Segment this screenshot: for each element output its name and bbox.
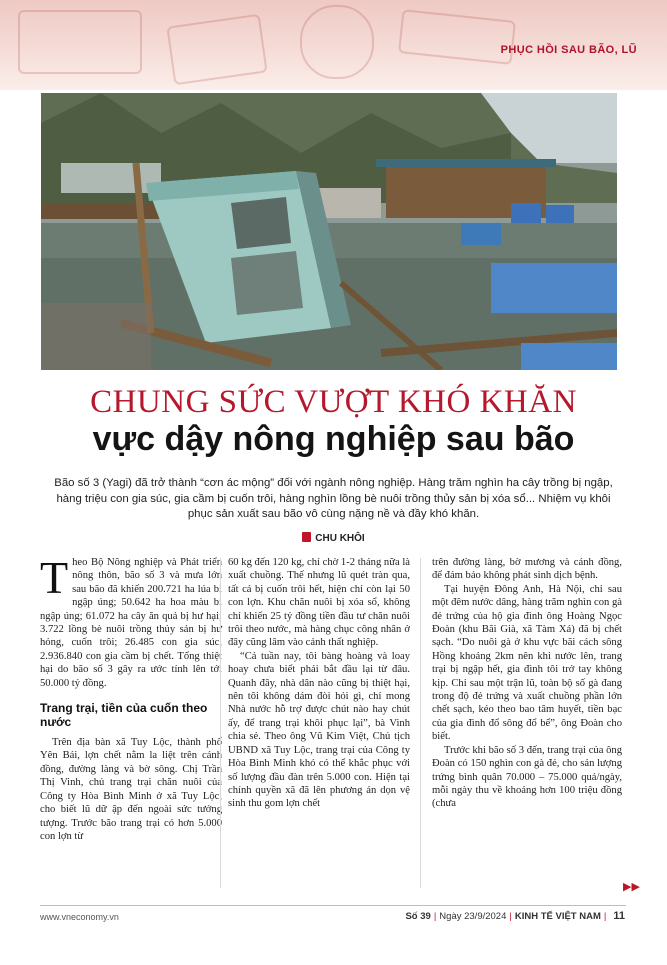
banner-decor-shape <box>18 10 142 74</box>
banner-decor-shape <box>398 9 516 65</box>
top-banner <box>0 0 667 90</box>
paragraph: heo Bộ Nông nghiệp và Phát triển nông thôn, bão số 3 và mưa lớn sau bão đã khiến 200.721 ha lúa bị ngập úng; 50.642 ha hoa màu bị ngập úng; 61.072 ha cây ăn quả bị hư hại; 3.722 lồng bè nuôi trồng thủy sản bị hư hỏng, cuốn trôi; 26.485 con gia súc, 2.936.840 con gia cầm bị chết. Tổng thiệt hại do bão số 3 gây ra ước tính lên tới 50.000 tỷ đồng. <box>40 557 222 689</box>
article-column-3 <box>432 556 622 811</box>
issue-date: Ngày 23/9/2024 <box>439 911 507 922</box>
paragraph: 60 kg đến 120 kg, chỉ chờ 1-2 tháng nữa là xuất chuồng. Thế nhưng lũ quét tràn qua, tất cả bị cuốn trôi hết, hiện chỉ còn lại 50 con lợn. Khu chăn nuôi bị xóa sổ, không chỉ khiến 25 tỷ đồng tiền đầu tư chăn nuôi trôi theo nước, mà hàng chục công nhân ở đây cũng lâm vào cảnh thất nghiệp. <box>228 557 410 649</box>
page-number: 11 <box>613 910 625 922</box>
byline <box>0 532 667 544</box>
column-divider <box>420 558 421 888</box>
magazine-name: KINH TẾ VIỆT NAM <box>514 911 601 922</box>
flooded-fish-farm-icon <box>41 93 617 370</box>
banner-decor-shape <box>166 14 267 86</box>
column-divider <box>220 558 221 888</box>
article-lede: Bão số 3 (Yagi) đã trở thành “cơn ác mộng” đối với ngành nông nghiệp. Hàng trăm nghìn ha cây trồng bị ngập, hàng triệu con gia súc, gia cầm bị cuốn trôi, hàng nghìn lồng bè nuôi trồng thủy sản bị xóa sổ... Nhiệm vụ khôi phục sản xuất sau bão vô cùng nặng nề và đầy khó khăn. <box>54 477 613 521</box>
article-column-2 <box>228 556 410 811</box>
continue-arrow-icon: ▶▶ <box>623 880 640 893</box>
drop-cap: T <box>40 552 69 603</box>
hero-photo <box>41 93 617 370</box>
article-column-1 <box>40 552 222 843</box>
headline-line-2: vực dậy nông nghiệp sau bão <box>92 420 575 458</box>
subheading: Trang trại, tiền của cuốn theo nước <box>40 701 208 730</box>
paragraph: Trên địa bàn xã Tuy Lộc, thành phố Yên Bái, lợn chết nằm la liệt trên cánh đồng, đường làng và bờ sông. Chị Trần Thị Vinh, chủ trang trại chăn nuôi của Công ty Hòa Bình Minh ở xã Tuy Lộc, cho biết lũ dữ ập đến ngoài sức tưởng tượng. Trước bão trang trại có hơn 5.000 con lợn từ <box>40 737 222 842</box>
paragraph: Trước khi bão số 3 đến, trang trại của ông Đoàn có 150 nghìn con gà đẻ, cho sản lượng trứng bình quân 70.000 – 75.000 quả/ngày, mỗi ngày thu về khoảng hơn 100 triệu đồng (chưa <box>432 744 622 810</box>
footer-info: Số 39 | Ngày 23/9/2024 | KINH TẾ VIỆT NAM | 11 <box>405 910 625 922</box>
author-name: CHU KHÔI <box>315 533 365 544</box>
section-label: PHỤC HỒI SAU BÃO, LŨ <box>500 44 637 56</box>
paragraph: Tại huyện Đông Anh, Hà Nội, chỉ sau một đêm nước dâng, hàng trăm nghìn con gà đẻ trứng của hộ gia đình ông Hoàng Ngọc Đoàn (khu Bãi Già, xã Tàm Xá) đã bị chết sạch. “Do nuôi gà ở khu vực bãi cách sông Hồng khoảng 2km nên khi nước lên, trang trại bị ngập hết, gia đình tôi trở tay không kịp. Chỉ sau một trận lũ, toàn bộ số gà đang trong độ đẻ trứng và xuất chuồng phần lớn chết sạch, kéo theo bao tâm huyết, tiền bạc của gia đình đổ sông đổ bể”, ông Đoàn cho biết. <box>432 583 622 743</box>
headline-line-1: CHUNG SỨC VƯỢT KHÓ KHĂN <box>90 384 577 420</box>
issue-number: Số 39 <box>405 911 431 922</box>
footer-rule <box>40 905 626 906</box>
paragraph: trên đường làng, bờ mương và cánh đồng, để đảm bảo không phát sinh dịch bệnh. <box>432 557 622 582</box>
pen-icon <box>302 532 311 542</box>
footer-website: www.vneconomy.vn <box>40 912 119 922</box>
paragraph: “Cả tuần nay, tôi bàng hoàng và loay hoay chưa biết phải bắt đầu lại từ đâu. Quanh đây, nhà dân nào cũng bị thiệt hại, nên tôi không dám đòi hỏi gì, chỉ mong Nhà nước hỗ trợ được chút nào hay chút ấy, để trang trại khôi phục lại”, bà Vinh chia sẻ. Theo ông Vũ Kim Việt, Chủ tịch UBND xã Tuy Lộc, trang trại của Công ty Hòa Bình Minh khó có thể khắc phục với số lượng đầu đàn trên 5.000 con. Hiện tại chính quyền xã đã lên phương án dọn vệ sinh thu gom lợn chết <box>228 650 410 810</box>
banner-decor-shape <box>300 5 374 79</box>
